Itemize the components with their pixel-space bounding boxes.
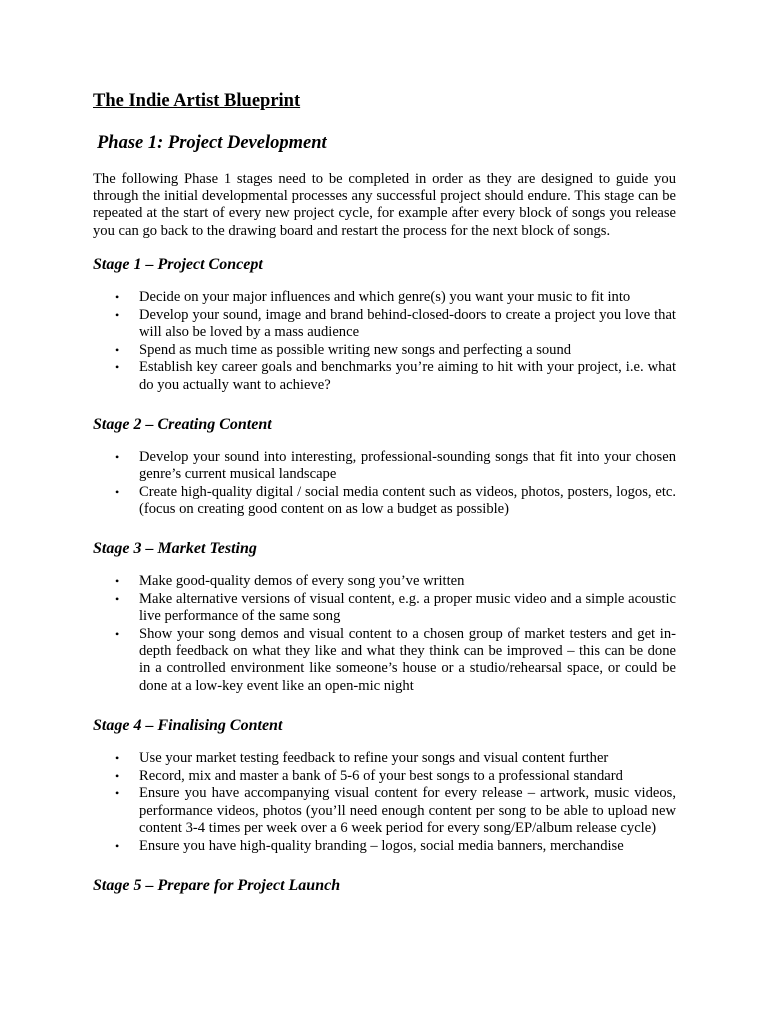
intro-paragraph: The following Phase 1 stages need to be completed in order as they are designed to guide you through the initial developmental processes any successful project should endure. This stage can be repeated at the start of every new project cycle, for example after every block of songs you release you can go back to the drawing board and restart the process for the next block of songs. xyxy=(93,171,676,239)
phase-title: Phase 1: Project Development xyxy=(97,133,327,153)
bullet-icon: • xyxy=(115,838,120,853)
list-item xyxy=(93,785,676,837)
list-item-text: Develop your sound into interesting, professional-sounding songs that fit into your chosen genre’s current musical landscape xyxy=(139,448,676,483)
list-item-text: Create high-quality digital / social media content such as videos, photos, posters, logos, etc. (focus on creating good content on as low a budget as possible) xyxy=(139,483,676,518)
list-item-text: Ensure you have accompanying visual content for every release – artwork, music videos, performance videos, photos (you’ll need enough content per song to be able to upload new content 3-4 times per week over a 6 week period for every song/EP/album release cycle) xyxy=(139,785,676,836)
bullet-icon: • xyxy=(115,484,120,499)
bullet-icon: • xyxy=(115,627,120,642)
list-item-text: Spend as much time as possible writing new songs and perfecting a sound xyxy=(139,341,572,358)
bullet-icon: • xyxy=(115,360,120,375)
stage-section-2 xyxy=(93,415,676,518)
list-item xyxy=(93,449,676,483)
list-item xyxy=(93,573,676,590)
stage-section-1 xyxy=(93,255,676,394)
bullet-icon: • xyxy=(115,342,120,357)
bullet-list xyxy=(93,449,676,518)
list-item xyxy=(93,591,676,625)
list-item-text: Ensure you have high-quality branding – logos, social media banners, merchandise xyxy=(139,837,624,854)
bullet-icon: • xyxy=(115,307,120,322)
list-item xyxy=(93,307,676,341)
list-item xyxy=(93,359,676,393)
list-item xyxy=(93,768,676,785)
list-item-text: Make good-quality demos of every song you’ve written xyxy=(139,573,465,590)
list-item xyxy=(93,289,676,306)
list-item xyxy=(93,342,676,359)
list-item-text: Decide on your major influences and which genre(s) you want your music to fit into xyxy=(139,288,631,305)
bullet-list xyxy=(93,573,676,695)
bullet-icon: • xyxy=(115,574,120,589)
stage-heading: Stage 5 – Prepare for Project Launch xyxy=(93,876,341,894)
bullet-list xyxy=(93,750,676,855)
bullet-icon: • xyxy=(115,449,120,464)
list-item-text: Use your market testing feedback to refine your songs and visual content further xyxy=(139,749,609,766)
list-item-text: Establish key career goals and benchmarks you’re aiming to hit with your project, i.e. what do you actually want to achieve? xyxy=(139,359,676,393)
bullet-icon: • xyxy=(115,289,120,304)
stage-section-4 xyxy=(93,716,676,855)
stages-container xyxy=(93,255,676,896)
stage-heading: Stage 1 – Project Concept xyxy=(93,255,263,273)
list-item xyxy=(93,484,676,518)
bullet-icon: • xyxy=(115,786,120,801)
stage-section-3 xyxy=(93,539,676,695)
list-item-text: Record, mix and master a bank of 5-6 of your best songs to a professional standard xyxy=(139,767,623,784)
bullet-list xyxy=(93,289,676,394)
bullet-icon: • xyxy=(115,592,120,607)
list-item xyxy=(93,750,676,767)
stage-heading: Stage 3 – Market Testing xyxy=(93,540,257,558)
bullet-icon: • xyxy=(115,750,120,765)
stage-section-5 xyxy=(93,876,676,896)
document-title: The Indie Artist Blueprint xyxy=(93,91,301,111)
document-page xyxy=(93,90,676,896)
bullet-icon: • xyxy=(115,768,120,783)
list-item xyxy=(93,838,676,855)
list-item-text: Develop your sound, image and brand behind-closed-doors to create a project you love that will also be loved by a mass audience xyxy=(139,306,676,340)
list-item-text: Make alternative versions of visual content, e.g. a proper music video and a simple acoustic live performance of the same song xyxy=(139,591,676,625)
list-item-text: Show your song demos and visual content to a chosen group of market testers and get in-depth feedback on what they like and what they think can be improved – this can be done in a controlled environment like someone’s house or a studio/rehearsal space, or could be done at a low-key event like an open-mic night xyxy=(139,626,676,694)
stage-heading: Stage 2 – Creating Content xyxy=(93,415,272,433)
list-item xyxy=(93,626,676,695)
stage-heading: Stage 4 – Finalising Content xyxy=(93,716,283,734)
